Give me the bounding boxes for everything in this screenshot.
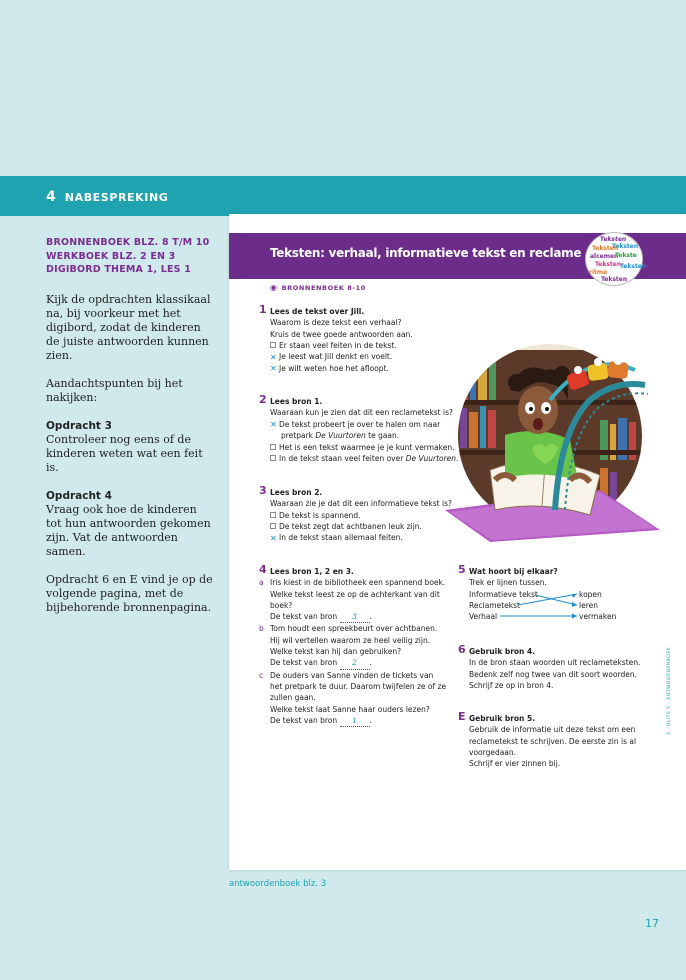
section-name: NABESPREKING [64, 191, 169, 204]
exercise-title: Wat hoort bij elkaar? [469, 567, 558, 576]
option-unchecked: De tekst zegt dat achtbanen leuk zijn. [270, 521, 452, 532]
section-number: 4 [46, 189, 57, 205]
exercise-title: Lees bron 1. [270, 397, 323, 406]
teacher-notes [46, 236, 214, 629]
checkbox-cross-icon: ✕ [270, 420, 277, 430]
checkbox-cross-icon: ✕ [270, 352, 277, 362]
exercise-1: 1 Lees de tekst over Jill. Waarom is deze tekst een verhaal? Kruis de twee goede antwoorden aan. Er staan veel feiten in de tekst. ✕ Je leest wat Jill denkt en voelt. ✕ Je wilt weten hoe het afloopt. [259, 303, 413, 374]
workbook-title: Teksten: verhaal, informatieve tekst en reclame [270, 246, 582, 260]
source-reference: ◉ BRONNENBOEK 8-10 [270, 283, 366, 292]
option-unchecked: In de tekst staan veel feiten over De Vuurtoren. [270, 453, 458, 464]
option-unchecked: Het is een tekst waarmee je je kunt vermaken. [270, 442, 458, 453]
exercise-title: Gebruik bron 4. [469, 647, 536, 656]
page-number: 17 [645, 917, 659, 930]
exercise-number: 2 [259, 393, 267, 406]
ref-digibord: DIGIBORD THEMA 1, LES 1 [46, 264, 192, 275]
teksten-badge-logo: Teksten Teksten Teksten alcemen Tekste Teksten Teksten ritme Teksten [585, 232, 643, 286]
exercise-title: Lees de tekst over Jill. [270, 307, 365, 316]
option-checked: ✕ Je wilt weten hoe het afloopt. [270, 363, 389, 374]
exercise-number: 1 [259, 303, 267, 316]
option-checked: ✕ In de tekst staan allemaal feiten. [270, 533, 403, 543]
closing-text: Opdracht 6 en E vind je op de volgende pagina, met de bijbehorende bronnenpagina. [46, 572, 213, 614]
checkbox-empty-icon [270, 523, 276, 529]
exercise-title: Gebruik bron 5. [469, 714, 536, 723]
checkbox-empty-icon [270, 444, 276, 450]
exercise-3: 3 Lees bron 2. Waaraan zie je dat dit een informatieve tekst is? De tekst is spannend. De tekst zegt dat achtbanen leuk zijn. ✕ In de tekst staan allemaal feiten. [259, 484, 452, 543]
exercise-e: E Gebruik bron 5. Gebruik de informatie uit deze tekst om een reclametekst te schrijven. De eerste zin is al voorgedaan. Schrijf er vier zinnen bij. [458, 710, 637, 769]
eye-icon: ◉ [270, 283, 278, 292]
exercise-number: 4 [259, 563, 267, 576]
checkbox-cross-icon: ✕ [270, 364, 277, 374]
opdracht-4-title: Opdracht 4 [46, 489, 112, 502]
exercise-6: 6 Gebruik bron 4. In de bron staan woorden uit reclameteksten. Bedenk zelf nog twee van dit soort woorden. Schrijf ze op in bron 4. [458, 643, 641, 690]
opdracht-4-text: Vraag ook hoe de kinderen tot hun antwoorden gekomen zijn. Vat de antwoorden samen. [46, 502, 211, 558]
exercise-5: 5 Wat hoort bij elkaar? Trek er lijnen tussen. [458, 563, 558, 588]
option-checked: ✕ Je leest wat Jill denkt en voelt. [270, 352, 393, 362]
exercise-2: 2 Lees bron 1. Waaraan kun je zien dat dit een reclametekst is? ✕ De tekst probeert je over te halen om naar pretpark De Vuurtoren te gaan. Het is een tekst waarmee je je kunt vermaken. In de tekst staan veel feiten over De Vuurtoren. [259, 393, 459, 463]
answer-line-b: De tekst van bron 2 . [270, 657, 446, 669]
matching-lines: Informatieve tekst Reclametekst Verhaal kopen leren vermaken [469, 589, 629, 625]
option-unchecked: Er staan veel feiten in de tekst. [270, 340, 413, 351]
footer-reference: antwoordenboek blz. 3 [229, 879, 327, 889]
answer-b: 2 [340, 657, 370, 669]
match-lines [469, 589, 629, 625]
ref-werkboek: WERKBOEK BLZ. 2 EN 3 [46, 250, 176, 262]
option-checked: ✕ De tekst probeert je over te halen om naar [270, 419, 441, 430]
opdracht-3-title: Opdracht 3 [46, 419, 112, 432]
opdracht-4-note [46, 489, 214, 559]
checkbox-cross-icon: ✕ [270, 533, 277, 543]
answer-a: 3 [340, 611, 370, 623]
checkbox-empty-icon [270, 455, 276, 461]
line-informatief-leren [535, 595, 577, 605]
material-references [46, 236, 214, 277]
checkbox-empty-icon [270, 342, 276, 348]
exercise-title: Lees bron 1, 2 en 3. [270, 567, 354, 576]
points-heading: Aandachtspunten bij het nakijken: [46, 376, 183, 404]
ref-bronnenboek: BRONNENBOEK BLZ. 8 T/M 10 [46, 237, 210, 248]
option-unchecked: De tekst is spannend. [270, 510, 452, 521]
exercise-number: 5 [458, 563, 466, 576]
exercise-4: 4 Lees bron 1, 2 en 3. a Iris kiest in de bibliotheek een spannend boek. Welke tekst leest ze op de achterkant van dit boek? De tekst van bron 3 . b Tom houdt een spreekbeurt over achtbanen. Hij wil vertellen waarom ze heel veilig zijn. Welke tekst kan hij dan gebruiken? De tekst van bron 2 . c De ouders van Sanne vinden de tickets van het pretpark te duur. Daarom twijfelen ze of ze zullen gaan. Welke tekst laat Sanne haar ouders lezen? De tekst van bron 1 . [270, 566, 446, 727]
opdracht-3-note [46, 419, 214, 475]
exercise-number: 6 [458, 643, 466, 656]
opdracht-3-text: Controleer nog eens of de kinderen weten wat een feit is. [46, 432, 203, 474]
checkbox-empty-icon [270, 512, 276, 518]
exercise-number: 3 [259, 484, 267, 497]
answer-line-c: De tekst van bron 1 . [270, 715, 446, 727]
girl-reading-rollercoaster-illustration [450, 330, 650, 542]
intro-text: Kijk de opdrachten klassikaal na, bij voorkeur met het digibord, zodat de kinderen de juiste antwoorden kunnen zien. [46, 292, 211, 362]
sideways-running-title: 3 · BLITS 5 · ANTWOORDENBOEK [667, 646, 672, 735]
exercise-number: E [458, 710, 466, 723]
exercise-title: Lees bron 2. [270, 488, 323, 497]
answer-c: 1 [340, 715, 370, 727]
section-title [46, 189, 168, 205]
answer-line-a: De tekst van bron 3 . [270, 611, 446, 623]
